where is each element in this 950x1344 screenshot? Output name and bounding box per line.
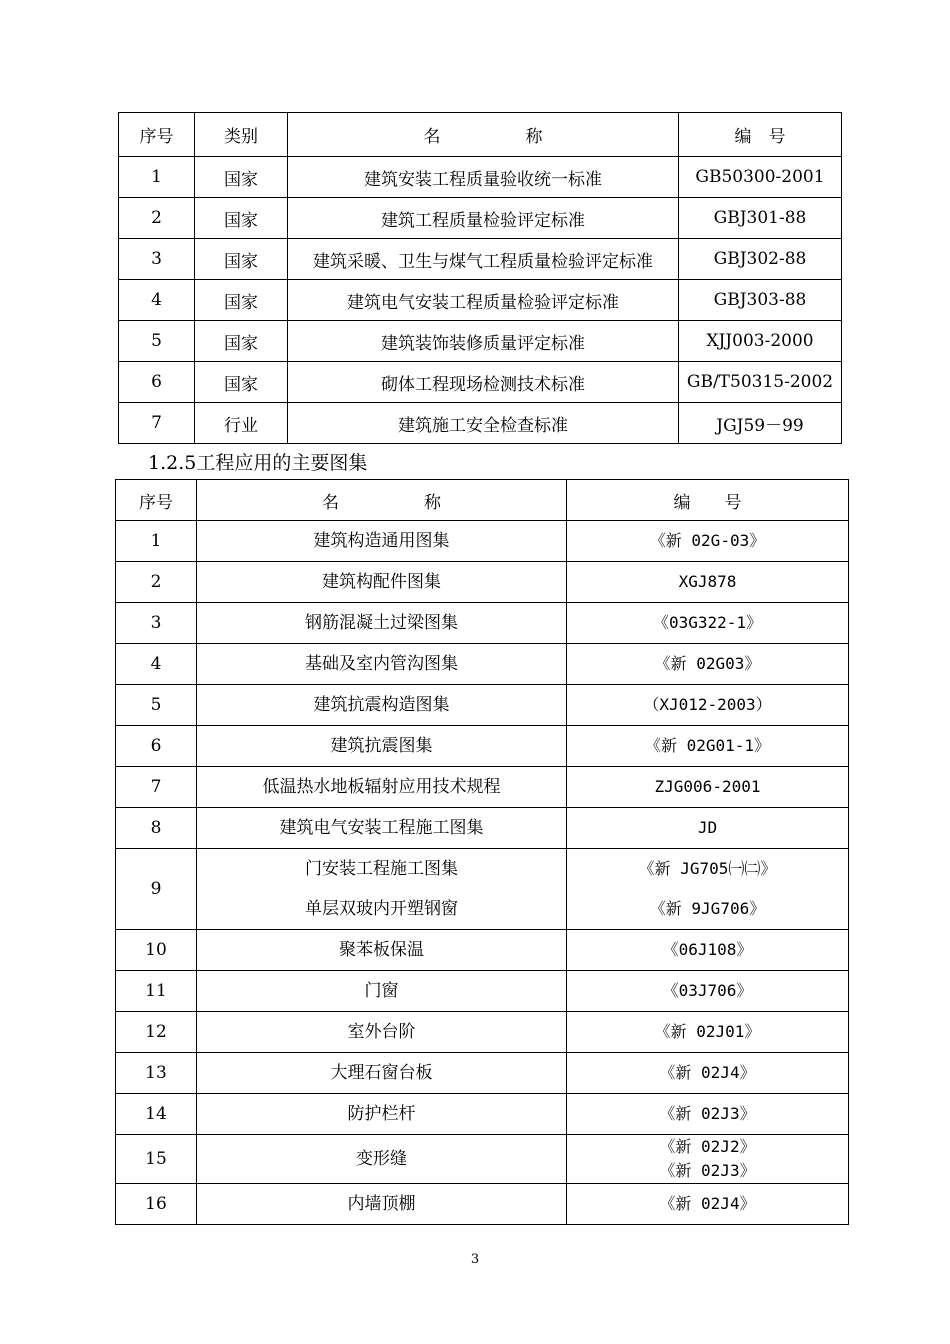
code-cell: GBJ303-88: [679, 280, 842, 321]
name-cell: [197, 930, 567, 971]
row-number-cell: 11: [116, 971, 197, 1012]
name-cell: [197, 685, 567, 726]
code-cell: [567, 930, 849, 971]
row-number-cell: 7: [116, 767, 197, 808]
name-text: 内墙顶棚: [347, 1194, 416, 1214]
name-text: 建筑抗震图集: [330, 736, 433, 756]
table-row: [116, 603, 849, 644]
table-row: [119, 280, 842, 321]
code-cell: [567, 849, 849, 930]
name-cell: [197, 849, 567, 930]
code-cell: [567, 521, 849, 562]
table-header-row: [116, 480, 849, 521]
name-cell: [197, 603, 567, 644]
row-number-cell: 16: [116, 1184, 197, 1225]
code-text: 《新 JG705㈠㈡》: [638, 859, 777, 878]
row-number-cell: 4: [116, 644, 197, 685]
name-cell: 砌体工程现场检测技术标准: [288, 362, 679, 403]
table-row: [116, 644, 849, 685]
code-text: XGJ878: [678, 572, 737, 591]
name-text: 建筑构配件图集: [322, 572, 441, 592]
code-cell: [567, 971, 849, 1012]
name-cell: 建筑工程质量检验评定标准: [288, 198, 679, 239]
code-text: 《新 02G03》: [654, 654, 761, 673]
header-cell: 编 号: [679, 113, 842, 157]
category-cell: 国家: [195, 198, 288, 239]
table-row: [116, 726, 849, 767]
code-text: 《03J706》: [662, 981, 753, 1000]
table-row: [116, 1094, 849, 1135]
code-cell: [567, 562, 849, 603]
name-text: 建筑电气安装工程施工图集: [279, 818, 484, 838]
table-row: [116, 1053, 849, 1094]
name-cell: 建筑施工安全检查标准: [288, 403, 679, 444]
table-row: [116, 1135, 849, 1184]
name-text: 大理石窗台板: [330, 1063, 433, 1083]
table-row: [119, 157, 842, 198]
code-cell: [567, 603, 849, 644]
code-text: 《新 02G01-1》: [644, 736, 771, 755]
code-text: 《06J108》: [662, 940, 753, 959]
code-cell: [567, 808, 849, 849]
name-cell: 建筑安装工程质量验收统一标准: [288, 157, 679, 198]
table-row: [116, 1012, 849, 1053]
table-row: [116, 849, 849, 930]
code-text: JD: [697, 818, 718, 837]
table-row: [119, 321, 842, 362]
name-cell: [197, 1094, 567, 1135]
row-number-cell: 14: [116, 1094, 197, 1135]
name-text: 聚苯板保温: [339, 940, 424, 960]
name-cell: 建筑装饰装修质量评定标准: [288, 321, 679, 362]
code-text: 《新 02G-03》: [649, 531, 766, 550]
name-cell: 建筑电气安装工程质量检验评定标准: [288, 280, 679, 321]
row-number-cell: 1: [119, 157, 195, 198]
code-cell: GBJ301-88: [679, 198, 842, 239]
table-row: [119, 198, 842, 239]
category-cell: 国家: [195, 239, 288, 280]
row-number-cell: 13: [116, 1053, 197, 1094]
category-cell: 国家: [195, 321, 288, 362]
code-cell: XJJ003-2000: [679, 321, 842, 362]
name-text: 防护栏杆: [347, 1104, 416, 1124]
name-text: 变形缝: [356, 1149, 407, 1169]
category-cell: 国家: [195, 362, 288, 403]
row-number-cell: 5: [119, 321, 195, 362]
code-text: 《新 02J4》: [659, 1194, 756, 1213]
row-number-cell: 7: [119, 403, 195, 444]
category-cell: 国家: [195, 157, 288, 198]
table-row: [119, 403, 842, 444]
name-text: 基础及室内管沟图集: [305, 654, 458, 674]
table-row: [116, 767, 849, 808]
table-row: [116, 685, 849, 726]
name-cell: [197, 521, 567, 562]
row-number-cell: 3: [116, 603, 197, 644]
code-text: 《新 02J3》: [659, 1104, 756, 1123]
code-cell: GBJ302-88: [679, 239, 842, 280]
code-text: 《新 02J2》: [659, 1137, 756, 1156]
code-text: 《03G322-1》: [652, 613, 763, 632]
table-row: [119, 362, 842, 403]
name-cell: [197, 644, 567, 685]
code-cell: [567, 1012, 849, 1053]
row-number-cell: 12: [116, 1012, 197, 1053]
atlas-table: [115, 479, 849, 1225]
name-cell: [197, 1053, 567, 1094]
header-cell: 名 称: [288, 113, 679, 157]
section-heading: 1.2.5工程应用的主要图集: [148, 452, 368, 474]
code-cell: [567, 1053, 849, 1094]
row-number-cell: 10: [116, 930, 197, 971]
table-row: [116, 808, 849, 849]
row-number-cell: 5: [116, 685, 197, 726]
row-number-cell: 4: [119, 280, 195, 321]
table-header-row: [119, 113, 842, 157]
name-text: 低温热水地板辐射应用技术规程: [262, 777, 501, 797]
row-number-cell: 15: [116, 1135, 197, 1184]
code-cell: [567, 1135, 849, 1184]
code-cell: GB/T50315-2002: [679, 362, 842, 403]
name-cell: [197, 1012, 567, 1053]
name-cell: 建筑采暖、卫生与煤气工程质量检验评定标准: [288, 239, 679, 280]
standards-table: [118, 112, 842, 444]
name-text: 单层双玻内开塑钢窗: [305, 899, 458, 919]
code-cell: [567, 644, 849, 685]
row-number-cell: 6: [116, 726, 197, 767]
name-cell: [197, 767, 567, 808]
row-number-cell: 8: [116, 808, 197, 849]
page-number: 3: [470, 1252, 480, 1267]
table-row: [116, 930, 849, 971]
name-text: 建筑构造通用图集: [313, 531, 450, 551]
table-row: [116, 971, 849, 1012]
name-cell: [197, 1135, 567, 1184]
row-number-cell: 9: [116, 849, 197, 930]
code-text: 《新 02J4》: [659, 1063, 756, 1082]
code-text: （XJ012-2003）: [643, 695, 772, 714]
code-text: ZJG006-2001: [654, 777, 761, 796]
name-text: 室外台阶: [347, 1022, 416, 1042]
header-cell: 名 称: [197, 480, 567, 521]
code-text: 《新 9JG706》: [649, 899, 766, 918]
header-cell: 序号: [119, 113, 195, 157]
code-cell: [567, 1184, 849, 1225]
name-text: 钢筋混凝土过梁图集: [305, 613, 458, 633]
name-text: 建筑抗震构造图集: [313, 695, 450, 715]
row-number-cell: 6: [119, 362, 195, 403]
category-cell: 行业: [195, 403, 288, 444]
code-cell: [567, 1094, 849, 1135]
row-number-cell: 1: [116, 521, 197, 562]
name-cell: [197, 562, 567, 603]
name-cell: [197, 971, 567, 1012]
row-number-cell: 3: [119, 239, 195, 280]
code-cell: GB50300-2001: [679, 157, 842, 198]
name-cell: [197, 808, 567, 849]
name-text: 门安装工程施工图集: [305, 859, 458, 879]
table-row: [116, 1184, 849, 1225]
table-row: [119, 239, 842, 280]
code-cell: [567, 726, 849, 767]
table-row: [116, 521, 849, 562]
code-cell: [567, 685, 849, 726]
header-cell: 类别: [195, 113, 288, 157]
name-text: 门窗: [364, 981, 399, 1001]
row-number-cell: 2: [119, 198, 195, 239]
header-cell: 序号: [116, 480, 197, 521]
code-cell: [567, 767, 849, 808]
name-cell: [197, 726, 567, 767]
code-text: 《新 02J01》: [654, 1022, 761, 1041]
category-cell: 国家: [195, 280, 288, 321]
header-cell: 编 号: [567, 480, 849, 521]
table-row: [116, 562, 849, 603]
name-cell: [197, 1184, 567, 1225]
row-number-cell: 2: [116, 562, 197, 603]
code-text: 《新 02J3》: [659, 1161, 756, 1180]
code-cell: JGJ59－99: [679, 403, 842, 444]
